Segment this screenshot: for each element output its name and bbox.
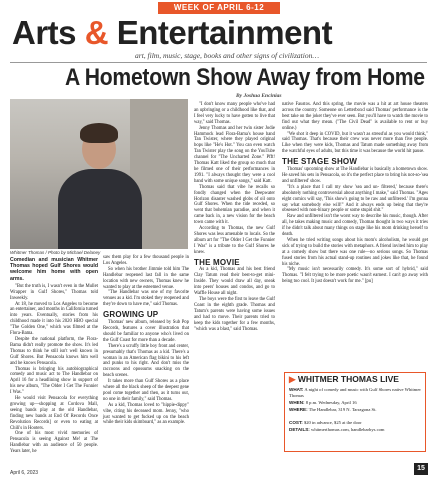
- paragraph: Thomas' upcoming show at The Handlebar is basically a hometown show. He saved his sets in Pensacola, so it's the perfect place to bring his not-so-'sea and unfiltered' show.: [282, 167, 428, 184]
- paragraph: "I don't know many people who've had an upbringing or a childhood like that, and I feel very lucky to have gotten to live that way," said Thomas.: [194, 102, 275, 125]
- section-subtitle: art, film, music, stage, books and other signs of civilization…: [135, 51, 319, 60]
- info-when-text: 8 p.m. Wednesday, April 16: [305, 400, 357, 405]
- event-info-box: [284, 372, 426, 452]
- article-photo: [10, 99, 188, 249]
- info-what-label: WHAT:: [289, 387, 304, 392]
- arrow-right-icon: ▶: [289, 374, 298, 384]
- paragraph: Despite the national platform, the Flora-Bama didn't really promote the show. It's led Thomas to think he still isn't well known in Gulf Shores. But Pensacola knows him well and he knows Pensacola.: [10, 336, 98, 366]
- paragraph: "The Handlebar was one of my favorite venues as a kid. I'm stoked they reopened and they're down to have me," said Thomas.: [103, 290, 189, 308]
- column-3: [194, 102, 275, 332]
- paragraph: "My music isn't necessarily comedy. It's some sort of hybrid," said Thomas. "I felt trying to be more poetic wasn't earnest. I can't go away with being too cool. It just doesn't work for me." [pu]: [282, 267, 428, 285]
- info-details-label: DETAILS:: [289, 427, 310, 432]
- column-1: [10, 257, 98, 455]
- section-title-part1: Arts: [12, 14, 85, 51]
- info-when-label: WHEN:: [289, 400, 305, 405]
- paragraph: So when his brother Jimmie told him The Handlebar reopened last fall in the same location with new owners, Thomas knew he wanted to play at the esteemed venue.: [103, 266, 189, 290]
- paragraph: There's a scruffy little boy front and center, presumably that's Thomas as a kid. There's a woman in an American flag bikini to his left and punks to his right. And don't miss the raccoons and opossums snacking on the beach scenes.: [103, 343, 190, 379]
- paragraph: One of his most vivid memories of Pensacola is seeing Against Me! at The Handlebar with an audience of 50 people. Years later, he: [10, 431, 98, 455]
- paragraph: It takes more than Gulf Shores as a place where all the black sheep of the deepest gene pool come together and then, as it turns out, no one in their family," said Thomas.: [103, 379, 189, 402]
- photo-caption: Whitmer Thomas / Photo by Michael Delaney: [10, 250, 101, 255]
- info-cost-text: $20 in advance, $25 at the door: [303, 420, 362, 425]
- info-when: [289, 400, 421, 406]
- info-what-text: A night of comedy and music with Gulf Shores native Whitmer Thomas: [289, 387, 421, 398]
- info-cost: [289, 420, 421, 426]
- section-title-amp: &: [84, 14, 109, 51]
- info-box-title: [285, 373, 425, 384]
- info-where: [289, 407, 421, 413]
- paragraph: He would visit Pensacola for everything growing up—shopping at Cordova Mall, seeing bands play at the old Handlebar, finding new bands at End Of Records Once Revolution Records] or even to eating at Chili's in Hooters.: [10, 396, 98, 431]
- masthead-rule: [10, 62, 427, 63]
- section-title: [12, 14, 332, 52]
- subheading-growing-up: GROWING UP: [103, 310, 159, 320]
- paragraph: "It's a place that I call my show 'sea and un- filtered,' because there's absolutely nothing controversial about anything I make," said Thomas. "Ages eight comics will say, 'This show's going to be raw and unfiltered.' I'm gonna say what somebody else will!" And it always ends up being that they're obsessed with non-binary people or some stupid shit.": [282, 184, 428, 214]
- paragraph: Jenny Thomas and her twin sister Jodie Hammock lead Flora-Bama's house band Tan Twister, where they played original bops like "He's Hot." You can even watch Tan Twister play the song on the YouTube channel for "The Uncharted Zone." Pfft! Thomas Katt liked the group so much that he filmed one of their performances in 1991. "I always thought they were a cool band with some unique songs," said Katt.: [194, 125, 275, 184]
- paragraph: Thomas' new album, released by Sub Pop Records, features a cover illustration that should be familiar to anyone who's lived on the Gulf Coast for more than a decade.: [103, 320, 189, 343]
- article-headline: A Hometown Show Away from Home: [65, 64, 425, 91]
- section-title-part2: Entertainment: [108, 14, 333, 51]
- paragraph: native Faustos. And this spring, the movie was a hit at art house theaters across the country. Someone on Letterboxd said Thomas' performance is the best take on the joker they've ever seen. But you'll have to watch the movie to find out what they mean. ("The Civil Dead" is available to rent or buy online.): [282, 102, 428, 131]
- paragraph: Raw and unfiltered isn't the worst way to describe his music, though. After all, he takes making music and comedy, Thomas thought in two ways it tries if he didn't talk about many things on stage like his mom drinking herself to death.: [282, 214, 428, 238]
- photo-torso: [58, 169, 142, 249]
- paragraph: "We shot it deep in COVID, but it wasn't as stressful as you would think," said Thomas. That's because their crew was never more than five people. Like when they were kids, Thomas and Tatum made something away from the watchful eyes of adults, but this time it was because the world hit pause.: [282, 131, 428, 155]
- paragraph: "But the truth is, I wasn't even in the Mullet Wrapper in Gulf Shores," Thomas told Inweekly.: [10, 283, 98, 301]
- paragraph: When he tried writing songs about his mom's alcoholism, he would get sick of trying to build the stories with metaphors. A friend invited him to play at a comedy show but there was one rule—no serious songs. So Thomas fused stories from his actual stand-up routines and jokes like that, he found his niche.: [282, 237, 428, 267]
- paragraph: saw them play for a few thousand people in Los Angeles.: [103, 255, 189, 266]
- info-what: [289, 387, 421, 398]
- photo-hair: [80, 123, 118, 143]
- info-where-label: WHERE:: [289, 407, 308, 412]
- info-details-link[interactable]: whitmerthomas.com, handlebarbys.com: [311, 427, 385, 432]
- paragraph: At 18, he moved to Los Angeles to become an entertainer, and months in California turned into years. Eventually, stories from his childhood made it into his 2020 HBO special "The Golden One," which was filmed at the Flora-Bama.: [10, 301, 98, 337]
- info-cost-label: COST:: [289, 420, 303, 425]
- article-lead: Comedian and musician Whitmer Thomas hoped Gulf Shores would welcome him home with open arms.: [10, 257, 98, 282]
- week-banner: WEEK OF APRIL 6-12: [158, 2, 280, 14]
- info-box-title-text: WHITMER THOMAS LIVE: [297, 374, 399, 384]
- column-2: [103, 255, 189, 426]
- page-number: 15: [414, 463, 428, 475]
- paragraph: Thomas said that vibe he recalls so fondly changed when the Deepwater Horizon disaster washed globs of oil onto Gulf Shores. When the tide receded, so went that bohemian paradise, and when it came back in, a new vision for the beach town came with it.: [194, 184, 275, 226]
- info-details: [289, 427, 421, 433]
- subheading-the-stage-show: THE STAGE SHOW: [282, 157, 358, 167]
- paragraph: As a kid, Thomas and his best friend Clay Tatum read their best-to-get mini-Inside. They would draw all day, sneak into peers' houses and condos, and go to Waffle House all night.: [194, 267, 275, 297]
- article-byline: By Joshua Encinias: [236, 93, 282, 99]
- masthead: [10, 14, 427, 62]
- paragraph: As a kid, Thomas loved to "hippie-dippy" vibe, citing his deceased mom. Jenny, "who just wanted to get fucked up on the beach while their kids skimboard," as an example.: [103, 402, 189, 426]
- paragraph: According to Thomas, the new Gulf Shores was less amenable to locals. So the album art for "The Older I Get the Funnier I Was" is a tribute to the Gulf Shores he knew.: [194, 226, 275, 255]
- paragraph: Thomas is bringing his autobiographical comedy and music act to The Handlebar on April 16 for a headlining show in support of his new album, "The Older I Get The Funnier I Was.": [10, 366, 98, 396]
- column-4: [282, 102, 428, 285]
- subheading-the-movie: THE MOVIE: [194, 257, 240, 267]
- paragraph: The boys were the first to leave the Gulf Coast in the eighth grade. Thomas and Tatum's parents were having some issues and had to move. Their parents tried to keep the kids together for a few months, "which was a blast," said Thomas.: [194, 297, 275, 332]
- info-where-text: The Handlebar, 319 N. Tarragona St.: [308, 407, 377, 412]
- footer-date: April 6, 2023: [10, 470, 39, 476]
